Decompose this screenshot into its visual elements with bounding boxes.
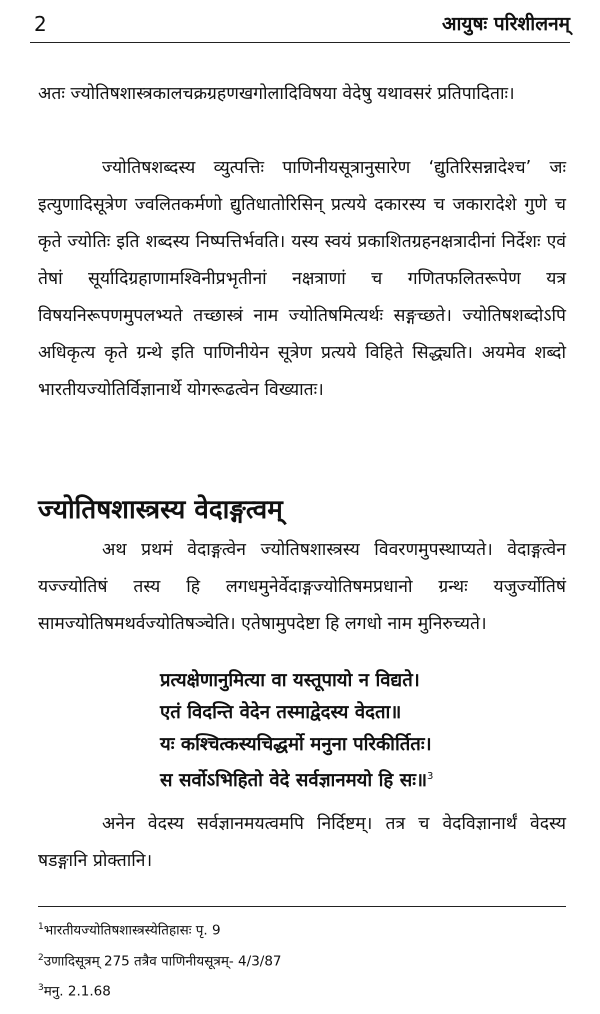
footnote-marker: 3 (427, 771, 434, 782)
verse-line: एतं विदन्ति वेदेन तस्माद्वेदस्य वेदता॥ (160, 702, 402, 723)
footnote-rule (38, 906, 566, 907)
footnote (38, 975, 282, 1006)
section-heading: ज्योतिषशास्त्रस्य वेदाङ्गत्वम् (38, 495, 283, 525)
verse-line-text: स सर्वोऽभिहितो वेदे सर्वज्ञानमयो हि सः॥ (160, 770, 428, 792)
verse-line: प्रत्यक्षेणानुमित्या वा यस्तूपायो न विद्यते। (160, 670, 420, 691)
footnote-text: मनु. 2.1.68 (43, 983, 111, 1000)
paragraph-1: अतः ज्योतिषशास्त्रकालचक्रग्रहणखगोलादिविषया वेदेषु यथावसरं प्रतिपादिताः। (38, 84, 515, 104)
running-title: आयुषः परिशीलनम् (442, 13, 570, 35)
footnote (38, 914, 282, 945)
paragraph-2: ज्योतिषशब्दस्य व्युत्पत्तिः पाणिनीयसूत्रानुसारेण ‘द्युतिरिसन्नादेश्च’ जः इत्युणादिसूत्रेण ज्वलितकर्मणो द्युतिधातोरिसिन् प्रत्यये दकारस्य च जकारादेशे गुणे च कृते ज्योतिः इति शब्दस्य निष्पत्तिर्भवति। यस्य स्वयं प्रकाशितग्रहनक्षत्रादीनां निर्देशः एवं तेषां सूर्यादिग्रहाणामश्विनीप्रभृतीनां नक्षत्राणां च गणितफलितरूपेण यत्र विषयनिरूपणमुपलभ्यते तच्छास्त्रं नाम ज्योतिषमित्यर्थः सङ्गच्छते। ज्योतिषशब्दोऽपि अधिकृत्य कृते ग्रन्थे इति पाणिनीयेन सूत्रेण प्रत्यये विहिते सिद्ध्यति। अयमेव शब्दो भारतीयज्योतिर्विज्ञानार्थे योगरूढत्वेन विख्यातः। (38, 158, 566, 400)
paragraph-4: अनेन वेदस्य सर्वज्ञानमयत्वमपि निर्दिष्टम्। तत्र च वेदविज्ञानार्थं वेदस्य षडङ्गानि प्रोक्तानि। (38, 814, 566, 871)
header-rule (30, 42, 570, 43)
verse-block (160, 665, 433, 797)
paragraph-3: अथ प्रथमं वेदाङ्गत्वेन ज्योतिषशास्त्रस्य विवरणमुपस्थाप्यते। वेदाङ्गत्वेन यज्ज्योतिषं तस्य हि लगधमुनेर्वेदाङ्गज्योतिषमप्रधानो ग्रन्थः यजुर्ज्योतिषं सामज्योतिषमथर्वज्योतिषञ्चेति। एतेषामुपदेष्टा हि लगधो नाम मुनिरुच्यते। (38, 540, 566, 634)
footnote-text: भारतीयज्योतिषशास्त्रस्येतिहासः पृ. 9 (43, 922, 221, 939)
footnotes (38, 914, 282, 1006)
footnote-text: उणादिसूत्रम् 275 तत्रैव पाणिनीयसूत्रम्- 4/3/87 (43, 953, 282, 969)
verse-line (160, 761, 433, 797)
footnote-number: 1 (38, 922, 44, 932)
footnote-number: 2 (38, 952, 44, 963)
verse-line: यः कश्चित्कस्यचिद्धर्मो मनुना परिकीर्तितः। (160, 734, 432, 755)
footnote-number: 3 (38, 983, 44, 993)
page-number: 2 (34, 12, 47, 36)
footnote (38, 945, 282, 976)
